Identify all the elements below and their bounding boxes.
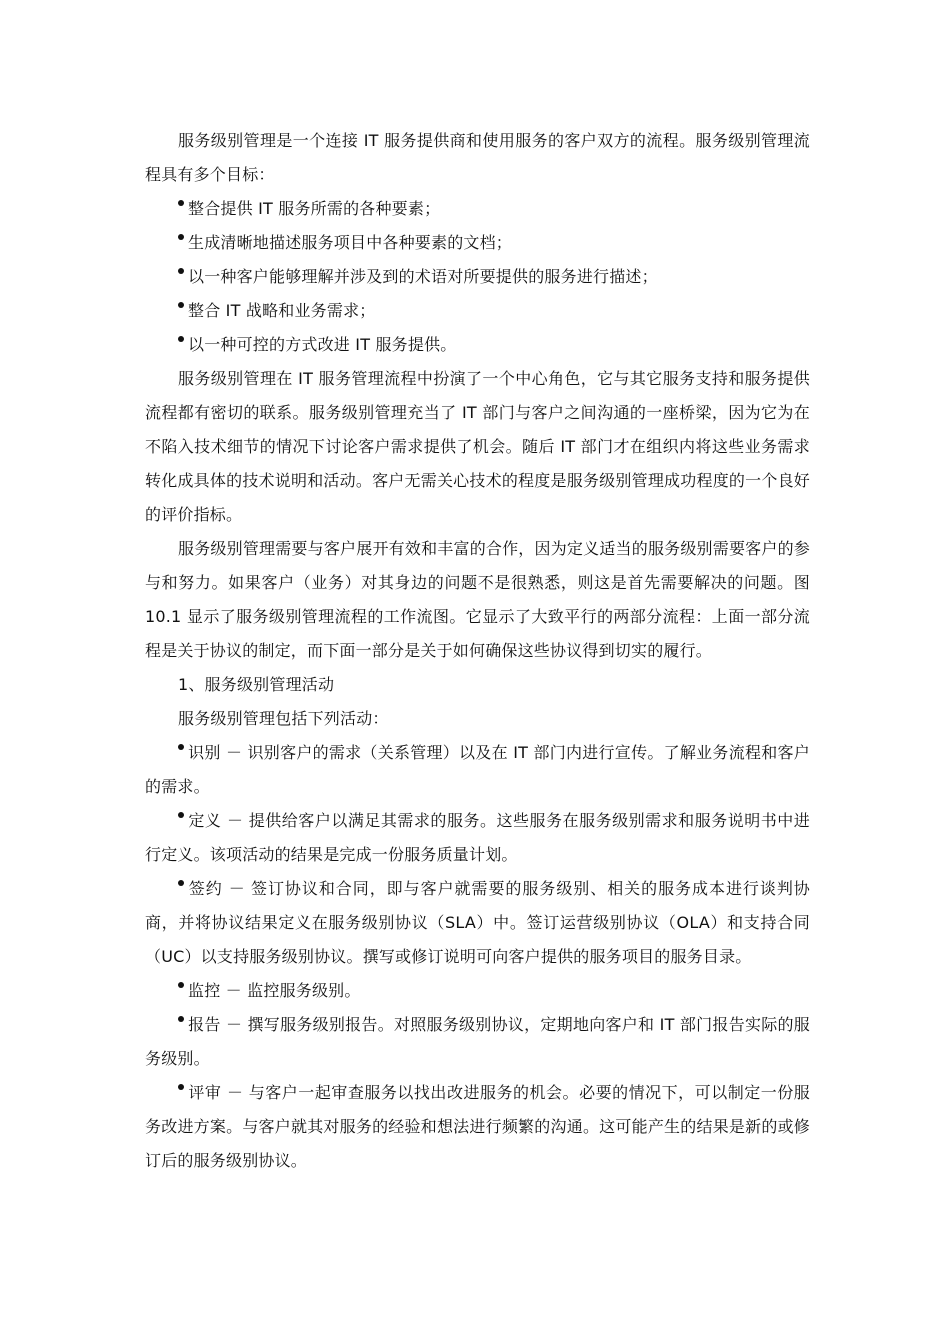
- bullet-dot-icon: [178, 234, 184, 240]
- activity-text: 监控 － 监控服务级别。: [188, 981, 361, 1000]
- goal-text: 以一种可控的方式改进 IT 服务提供。: [188, 335, 457, 354]
- bullet-dot-icon: [178, 336, 184, 342]
- goal-item: [145, 192, 810, 226]
- activity-text: 定义 － 提供给客户以满足其需求的服务。这些服务在服务级别需求和服务说明书中进行定义。该项活动的结果是完成一份服务质量计划。: [145, 811, 810, 864]
- bullet-dot-icon: [178, 1016, 184, 1022]
- activity-item: [145, 736, 810, 804]
- goal-text: 以一种客户能够理解并涉及到的术语对所要提供的服务进行描述；: [188, 267, 658, 286]
- activity-text: 签约 － 签订协议和合同，即与客户就需要的服务级别、相关的服务成本进行谈判协商，并将协议结果定义在服务级别协议（SLA）中。签订运营级别协议（OLA）和支持合同（UC）以支持服务级别协议。撰写或修订说明可向客户提供的服务项目的服务目录。: [145, 879, 810, 966]
- section-heading: 1、服务级别管理活动: [178, 675, 335, 694]
- goal-item: [145, 328, 810, 362]
- bullet-dot-icon: [178, 982, 184, 988]
- cooperation-paragraph: 服务级别管理需要与客户展开有效和丰富的合作，因为定义适当的服务级别需要客户的参与和努力。如果客户（业务）对其身边的问题不是很熟悉，则这是首先需要解决的问题。图 10.1 显示了服务级别管理流程的工作流图。它显示了大致平行的两部分流程：上面一部分流程是关于协议的制定，而下面一部分是关于如何确保这些协议得到切实的履行。: [145, 539, 810, 660]
- bullet-dot-icon: [178, 1084, 184, 1090]
- activity-item: [145, 1008, 810, 1076]
- bullet-dot-icon: [178, 268, 184, 274]
- activity-item: [145, 974, 810, 1008]
- activity-item: [145, 1076, 810, 1178]
- section-lead: 服务级别管理包括下列活动：: [178, 709, 389, 728]
- goal-text: 生成清晰地描述服务项目中各种要素的文档；: [188, 233, 513, 252]
- activity-text: 评审 － 与客户一起审查服务以找出改进服务的机会。必要的情况下，可以制定一份服务改进方案。与客户就其对服务的经验和想法进行频繁的沟通。这可能产生的结果是新的或修订后的服务级别协议。: [145, 1083, 810, 1170]
- intro-paragraph: 服务级别管理是一个连接 IT 服务提供商和使用服务的客户双方的流程。服务级别管理流程具有多个目标：: [145, 131, 810, 184]
- activity-item: [145, 872, 810, 974]
- goal-item: [145, 294, 810, 328]
- bullet-dot-icon: [178, 812, 184, 818]
- role-paragraph: 服务级别管理在 IT 服务管理流程中扮演了一个中心角色，它与其它服务支持和服务提供流程都有密切的联系。服务级别管理充当了 IT 部门与客户之间沟通的一座桥梁，因为它为在不陷入技术细节的情况下讨论客户需求提供了机会。随后 IT 部门才在组织内将这些业务需求转化成具体的技术说明和活动。客户无需关心技术的程度是服务级别管理成功程度的一个良好的评价指标。: [145, 369, 810, 524]
- bullet-dot-icon: [178, 880, 184, 886]
- bullet-dot-icon: [178, 200, 184, 206]
- goal-item: [145, 260, 810, 294]
- activity-text: 识别 － 识别客户的需求（关系管理）以及在 IT 部门内进行宣传。了解业务流程和客户的需求。: [145, 743, 810, 796]
- document-body: [145, 124, 810, 1178]
- bullet-dot-icon: [178, 302, 184, 308]
- goal-text: 整合 IT 战略和业务需求；: [188, 301, 376, 320]
- activity-item: [145, 804, 810, 872]
- goal-text: 整合提供 IT 服务所需的各种要素；: [188, 199, 441, 218]
- activity-text: 报告 － 撰写服务级别报告。对照服务级别协议，定期地向客户和 IT 部门报告实际的服务级别。: [145, 1015, 810, 1068]
- bullet-dot-icon: [178, 744, 184, 750]
- goal-item: [145, 226, 810, 260]
